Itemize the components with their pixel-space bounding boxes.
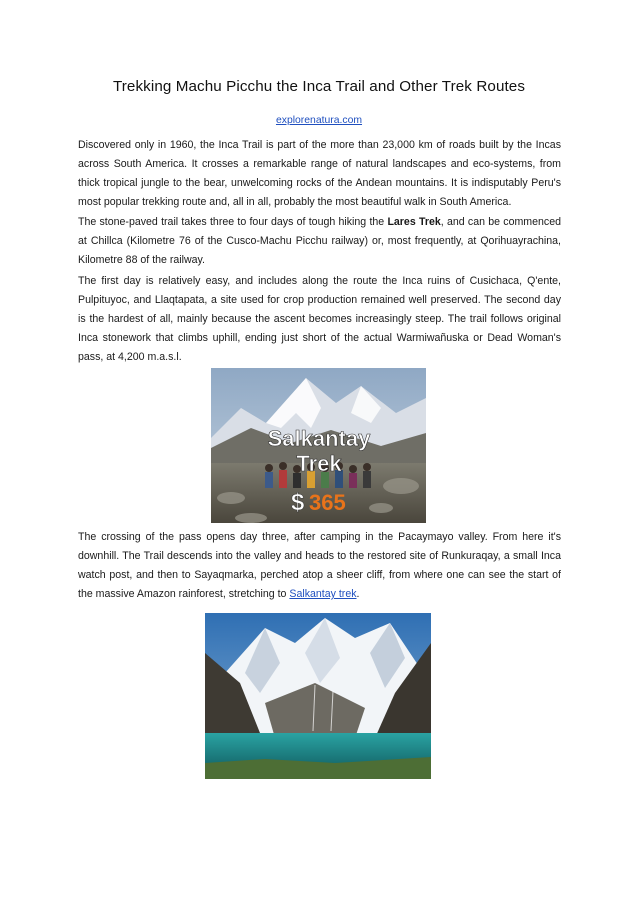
paragraph-2 [78, 213, 561, 270]
paragraph-4-text-b: . [356, 588, 360, 600]
salkantay-trek-link[interactable]: Salkantay trek [289, 588, 357, 600]
promo-title-line1: Salkantay [267, 426, 371, 451]
paragraph-4 [78, 528, 561, 604]
salkantay-promo-graphic [211, 368, 426, 523]
promo-title-line2: Trek [296, 451, 342, 476]
source-line [0, 115, 638, 126]
lares-trek-bold: Lares Trek [387, 216, 441, 228]
paragraph-2-text-a: The stone-paved trail takes three to four days of tough hiking the [78, 216, 388, 228]
salkantay-trek-promo-image [211, 368, 426, 523]
paragraph-3: The first day is relatively easy, and includes along the route the Inca ruins of Cusichaca, Q'ente, Pulpituyoc, and Llaqtapata, a site used for crop production remained well preserved. The second day is the hardest of all, mainly because the ascent becomes increasingly steep. The trail follows original Inca stonework that climbs uphill, ending just short of the actual Warmiwañuska or Dead Woman's pass, at 4,200 m.a.s.l. [78, 275, 561, 363]
paragraph-4-text-a: The crossing of the pass opens day three, after camping in the Pacaymayo valley. From here it's downhill. The Trail descends into the valley and heads to the restored site of Runkuraqay, a small Inca watch post, and then to Sayaqmarka, perched atop a sheer cliff, from where one can see the start of the massive Amazon rainforest, stretching to [78, 531, 561, 600]
source-link[interactable]: explorenatura.com [275, 115, 363, 126]
paragraph-2-text-b: , and can be commenced at Chillca (Kilometre 76 of the Cusco-Machu Picchu railway) or, most frequently, at Qorihuayrachina, Kilometre 88 of the railway. [78, 216, 561, 266]
paragraph-1: Discovered only in 1960, the Inca Trail is part of the more than 23,000 km of roads built by the Incas across South America. It crosses a remarkable range of natural landscapes and eco-systems, from thick tropical jungle to the bear, unwelcoming rocks of the Andean mountains. It is indisputably Peru's most popular trekking route and, all in all, probably the most beautiful walk in South America. [78, 139, 561, 208]
price-dollar-sign: $ [291, 489, 305, 516]
price-value: 365 [309, 490, 346, 515]
glacier-lake-image [205, 613, 431, 779]
glacier-lake-graphic [205, 613, 431, 779]
document-title: Trekking Machu Picchu the Inca Trail and Other Trek Routes [112, 78, 526, 95]
